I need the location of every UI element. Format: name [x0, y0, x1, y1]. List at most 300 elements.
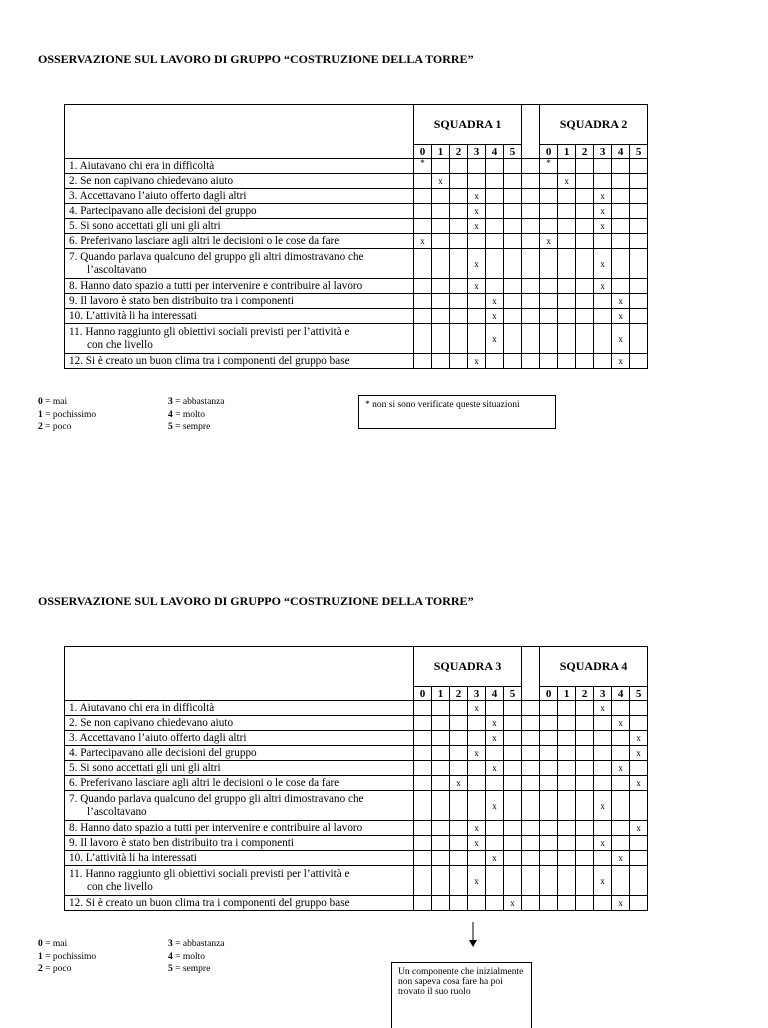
empty-cell [486, 174, 504, 189]
item-label: 11. Hanno raggiunto gli obiettivi sociali previsti per l’attività e con che livello [65, 866, 414, 896]
empty-cell [504, 701, 522, 716]
empty-cell [612, 701, 630, 716]
empty-cell [450, 716, 468, 731]
empty-cell [468, 309, 486, 324]
column-gap [522, 716, 540, 731]
empty-cell [414, 354, 432, 369]
empty-cell [450, 836, 468, 851]
mark-cell: x [468, 821, 486, 836]
empty-cell [576, 791, 594, 821]
empty-cell [558, 159, 576, 174]
empty-cell [630, 279, 648, 294]
empty-cell [630, 174, 648, 189]
empty-cell [630, 324, 648, 354]
empty-cell [432, 309, 450, 324]
empty-cell [450, 219, 468, 234]
empty-cell [576, 294, 594, 309]
empty-cell [450, 354, 468, 369]
mark-cell: x [486, 851, 504, 866]
table-row [65, 761, 648, 776]
scale-number: 0 [414, 687, 432, 701]
legend-entry: 5 = sempre [168, 422, 211, 432]
item-label: 8. Hanno dato spazio a tutti per intervenire e contribuire al lavoro [65, 279, 414, 294]
empty-cell [540, 354, 558, 369]
mark-cell: x [594, 279, 612, 294]
mark-cell: x [504, 896, 522, 911]
empty-cell [432, 249, 450, 279]
table-row [65, 294, 648, 309]
empty-cell [504, 716, 522, 731]
item-label: 8. Hanno dato spazio a tutti per intervenire e contribuire al lavoro [65, 821, 414, 836]
legend-entry: 4 = molto [168, 951, 206, 962]
empty-cell [504, 821, 522, 836]
empty-cell [612, 174, 630, 189]
empty-cell [414, 851, 432, 866]
empty-cell [576, 896, 594, 911]
item-label: 5. Si sono accettati gli uni gli altri [65, 219, 414, 234]
mark-cell: x [612, 851, 630, 866]
table-row [65, 701, 648, 716]
scale-number: 5 [630, 145, 648, 159]
column-gap [522, 324, 540, 354]
column-gap [522, 851, 540, 866]
empty-cell [504, 776, 522, 791]
empty-cell [432, 159, 450, 174]
empty-cell [630, 234, 648, 249]
legend-entry: 0 = mai [38, 939, 68, 949]
empty-cell [540, 731, 558, 746]
empty-cell [630, 716, 648, 731]
legend-right-1 [168, 396, 225, 434]
empty-cell [630, 701, 648, 716]
mark-cell: x [432, 174, 450, 189]
down-arrow-icon [467, 922, 479, 948]
empty-cell [468, 234, 486, 249]
empty-cell [432, 354, 450, 369]
empty-cell [468, 776, 486, 791]
empty-cell [432, 896, 450, 911]
empty-cell [612, 234, 630, 249]
empty-cell [594, 746, 612, 761]
column-gap [522, 776, 540, 791]
empty-cell [540, 294, 558, 309]
empty-cell [594, 776, 612, 791]
mark-cell: x [612, 761, 630, 776]
empty-cell [630, 354, 648, 369]
empty-cell [414, 716, 432, 731]
scale-number: 2 [576, 687, 594, 701]
empty-cell [504, 746, 522, 761]
empty-cell [630, 851, 648, 866]
empty-cell [630, 309, 648, 324]
empty-cell [414, 836, 432, 851]
empty-cell [558, 219, 576, 234]
page-title-2: OSSERVAZIONE SUL LAVORO DI GRUPPO “COSTRUZIONE DELLA TORRE” [38, 594, 474, 608]
empty-cell [558, 866, 576, 896]
mark-cell: x [612, 324, 630, 354]
table-row [65, 821, 648, 836]
mark-cell: x [630, 746, 648, 761]
column-gap [522, 219, 540, 234]
empty-cell [576, 234, 594, 249]
legend-left-2 [38, 938, 96, 976]
empty-cell [450, 851, 468, 866]
column-gap [522, 836, 540, 851]
column-gap [522, 866, 540, 896]
mark-cell: x [486, 791, 504, 821]
table-row [65, 174, 648, 189]
legend-entry: 0 = mai [38, 397, 68, 407]
empty-cell [432, 746, 450, 761]
empty-cell [414, 731, 432, 746]
empty-cell [450, 701, 468, 716]
table-row [65, 159, 648, 174]
legend-entry: 5 = sempre [168, 964, 211, 974]
table-row [65, 746, 648, 761]
empty-cell [486, 249, 504, 279]
empty-cell [540, 791, 558, 821]
empty-cell [594, 234, 612, 249]
empty-cell [540, 309, 558, 324]
empty-cell [576, 159, 594, 174]
empty-cell [594, 159, 612, 174]
empty-cell [594, 174, 612, 189]
empty-cell [450, 324, 468, 354]
empty-cell [540, 174, 558, 189]
empty-cell [630, 219, 648, 234]
legend-left-1 [38, 396, 96, 434]
empty-cell [414, 174, 432, 189]
empty-cell [576, 761, 594, 776]
mark-cell: x [630, 731, 648, 746]
empty-cell [540, 761, 558, 776]
empty-cell [540, 836, 558, 851]
scale-number: 2 [576, 145, 594, 159]
column-gap [522, 204, 540, 219]
table-row [65, 309, 648, 324]
scale-number: 4 [612, 687, 630, 701]
item-label: 3. Accettavano l’aiuto offerto dagli altri [65, 189, 414, 204]
scale-number: 1 [432, 687, 450, 701]
item-label: 10. L’attività li ha interessati [65, 309, 414, 324]
table-row [65, 851, 648, 866]
empty-cell [630, 866, 648, 896]
table-row [65, 776, 648, 791]
mark-cell: x [486, 294, 504, 309]
empty-cell [504, 851, 522, 866]
column-gap [522, 174, 540, 189]
empty-cell [594, 731, 612, 746]
item-label: 3. Accettavano l’aiuto offerto dagli altri [65, 731, 414, 746]
empty-cell [504, 866, 522, 896]
empty-cell [558, 309, 576, 324]
item-label: 12. Si è creato un buon clima tra i componenti del gruppo base [65, 896, 414, 911]
empty-cell [432, 716, 450, 731]
empty-cell [414, 701, 432, 716]
empty-cell [504, 204, 522, 219]
legend-entry: 4 = molto [168, 409, 206, 420]
mark-cell: x [594, 204, 612, 219]
table-row [65, 324, 648, 354]
empty-cell [450, 896, 468, 911]
mark-cell: * [540, 159, 558, 174]
mark-cell: x [612, 716, 630, 731]
mark-cell: x [468, 279, 486, 294]
mark-cell: x [594, 791, 612, 821]
column-gap [522, 105, 540, 159]
table-row [65, 866, 648, 896]
table-row [65, 204, 648, 219]
empty-cell [414, 866, 432, 896]
column-gap [522, 354, 540, 369]
column-gap [522, 896, 540, 911]
empty-cell [576, 174, 594, 189]
empty-cell [414, 204, 432, 219]
column-gap [522, 279, 540, 294]
empty-cell [540, 746, 558, 761]
team-header: SQUADRA 2 [540, 105, 648, 145]
mark-cell: x [612, 309, 630, 324]
mark-cell: x [612, 294, 630, 309]
empty-cell [540, 776, 558, 791]
empty-cell [540, 716, 558, 731]
empty-cell [558, 731, 576, 746]
legend-right-2 [168, 938, 225, 976]
empty-cell [558, 204, 576, 219]
empty-cell [594, 821, 612, 836]
empty-cell [630, 761, 648, 776]
empty-cell [504, 791, 522, 821]
empty-cell [432, 776, 450, 791]
empty-cell [432, 851, 450, 866]
empty-cell [612, 219, 630, 234]
mark-cell: x [594, 249, 612, 279]
empty-cell [576, 219, 594, 234]
empty-cell [432, 821, 450, 836]
empty-cell [558, 791, 576, 821]
mark-cell: x [468, 189, 486, 204]
empty-cell [558, 249, 576, 279]
header-blank [65, 105, 414, 159]
empty-cell [558, 836, 576, 851]
empty-cell [468, 716, 486, 731]
empty-cell [450, 204, 468, 219]
empty-cell [450, 294, 468, 309]
scale-number: 3 [468, 687, 486, 701]
empty-cell [432, 791, 450, 821]
empty-cell [576, 836, 594, 851]
scale-number: 0 [414, 145, 432, 159]
scale-number: 3 [594, 687, 612, 701]
mark-cell: * [414, 159, 432, 174]
scale-number: 5 [630, 687, 648, 701]
empty-cell [612, 821, 630, 836]
table-row [65, 189, 648, 204]
column-gap [522, 647, 540, 701]
mark-cell: x [414, 234, 432, 249]
empty-cell [414, 821, 432, 836]
empty-cell [450, 234, 468, 249]
mark-cell: x [612, 354, 630, 369]
scale-number: 0 [540, 145, 558, 159]
table-row [65, 836, 648, 851]
empty-cell [468, 731, 486, 746]
table-row [65, 354, 648, 369]
observation-table-2 [64, 646, 648, 911]
empty-cell [450, 866, 468, 896]
empty-cell [612, 731, 630, 746]
empty-cell [504, 324, 522, 354]
mark-cell: x [468, 836, 486, 851]
empty-cell [558, 294, 576, 309]
header-blank [65, 647, 414, 701]
team-header: SQUADRA 4 [540, 647, 648, 687]
item-label: 7. Quando parlava qualcuno del gruppo gli altri dimostravano che l’ascoltavano [65, 249, 414, 279]
mark-cell: x [468, 701, 486, 716]
empty-cell [432, 204, 450, 219]
column-gap [522, 746, 540, 761]
empty-cell [414, 746, 432, 761]
table-row [65, 219, 648, 234]
mark-cell: x [540, 234, 558, 249]
column-gap [522, 821, 540, 836]
empty-cell [558, 354, 576, 369]
mark-cell: x [630, 776, 648, 791]
empty-cell [450, 309, 468, 324]
column-gap [522, 791, 540, 821]
comment-box: Un componente che inizialmente non sapeva cosa fare ha poi trovato il suo ruolo [391, 962, 532, 1028]
empty-cell [540, 279, 558, 294]
empty-cell [558, 896, 576, 911]
empty-cell [504, 159, 522, 174]
mark-cell: x [594, 701, 612, 716]
empty-cell [432, 219, 450, 234]
empty-cell [504, 234, 522, 249]
table-row [65, 279, 648, 294]
item-label: 6. Preferivano lasciare agli altri le decisioni o le cose da fare [65, 776, 414, 791]
item-label: 9. Il lavoro è stato ben distribuito tra i componenti [65, 836, 414, 851]
empty-cell [612, 836, 630, 851]
empty-cell [558, 716, 576, 731]
empty-cell [504, 761, 522, 776]
team-header: SQUADRA 3 [414, 647, 522, 687]
empty-cell [450, 249, 468, 279]
empty-cell [612, 279, 630, 294]
scale-number: 4 [486, 145, 504, 159]
scale-number: 4 [612, 145, 630, 159]
mark-cell: x [468, 746, 486, 761]
mark-cell: x [612, 896, 630, 911]
empty-cell [486, 204, 504, 219]
empty-cell [414, 791, 432, 821]
empty-cell [594, 716, 612, 731]
scale-number: 5 [504, 145, 522, 159]
column-gap [522, 294, 540, 309]
empty-cell [630, 896, 648, 911]
empty-cell [450, 761, 468, 776]
empty-cell [432, 701, 450, 716]
empty-cell [630, 791, 648, 821]
empty-cell [612, 204, 630, 219]
empty-cell [450, 746, 468, 761]
column-gap [522, 189, 540, 204]
empty-cell [486, 896, 504, 911]
empty-cell [450, 174, 468, 189]
item-label: 2. Se non capivano chiedevano aiuto [65, 716, 414, 731]
empty-cell [486, 234, 504, 249]
empty-cell [450, 731, 468, 746]
table-row [65, 731, 648, 746]
empty-cell [612, 249, 630, 279]
empty-cell [504, 309, 522, 324]
empty-cell [432, 324, 450, 354]
empty-cell [594, 761, 612, 776]
empty-cell [540, 219, 558, 234]
empty-cell [576, 279, 594, 294]
table-row [65, 716, 648, 731]
empty-cell [432, 866, 450, 896]
column-gap [522, 761, 540, 776]
empty-cell [468, 791, 486, 821]
empty-cell [432, 189, 450, 204]
column-gap [522, 249, 540, 279]
empty-cell [630, 189, 648, 204]
mark-cell: x [486, 731, 504, 746]
legend-entry: 2 = poco [38, 964, 72, 974]
empty-cell [450, 189, 468, 204]
mark-cell: x [558, 174, 576, 189]
empty-cell [576, 189, 594, 204]
scale-number: 1 [432, 145, 450, 159]
mark-cell: x [486, 309, 504, 324]
empty-cell [576, 776, 594, 791]
empty-cell [486, 776, 504, 791]
table-row [65, 791, 648, 821]
empty-cell [504, 836, 522, 851]
empty-cell [558, 821, 576, 836]
empty-cell [540, 701, 558, 716]
mark-cell: x [486, 761, 504, 776]
empty-cell [576, 354, 594, 369]
empty-cell [414, 279, 432, 294]
empty-cell [540, 249, 558, 279]
empty-cell [432, 761, 450, 776]
empty-cell [558, 761, 576, 776]
scale-number: 3 [468, 145, 486, 159]
column-gap [522, 234, 540, 249]
empty-cell [504, 279, 522, 294]
scale-number: 0 [540, 687, 558, 701]
item-label: 1. Aiutavano chi era in difficoltà [65, 159, 414, 174]
scale-number: 2 [450, 687, 468, 701]
empty-cell [576, 204, 594, 219]
empty-cell [486, 279, 504, 294]
empty-cell [540, 851, 558, 866]
empty-cell [414, 776, 432, 791]
empty-cell [414, 309, 432, 324]
table-row [65, 234, 648, 249]
empty-cell [558, 234, 576, 249]
empty-cell [504, 249, 522, 279]
empty-cell [540, 324, 558, 354]
mark-cell: x [468, 204, 486, 219]
scale-number: 3 [594, 145, 612, 159]
empty-cell [504, 354, 522, 369]
empty-cell [576, 716, 594, 731]
empty-cell [576, 746, 594, 761]
scale-number: 5 [504, 687, 522, 701]
item-label: 5. Si sono accettati gli uni gli altri [65, 761, 414, 776]
